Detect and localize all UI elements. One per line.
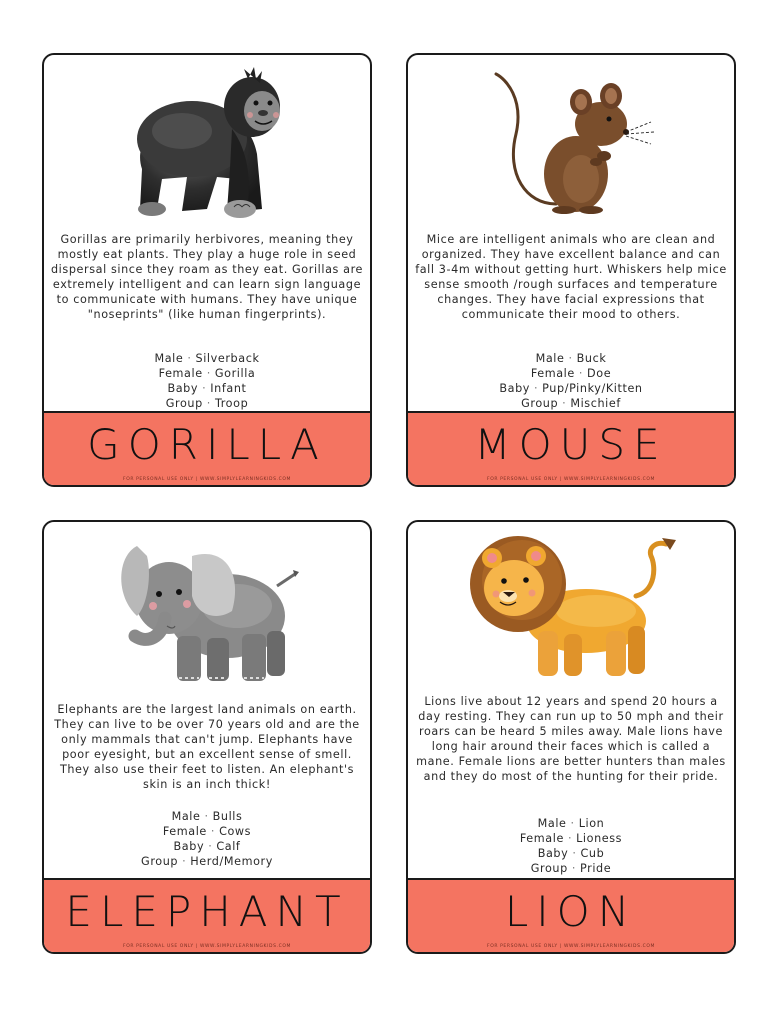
title-band: [44, 878, 370, 952]
terms-list: [44, 809, 370, 869]
term-female: Female · Gorilla: [158, 367, 256, 380]
animal-title: MOUSE: [474, 420, 668, 469]
animal-card-elephant: [42, 520, 372, 954]
term-baby: Baby · Calf: [173, 840, 241, 853]
fact-text: Elephants are the largest land animals on earth. They can live to be over 70 years old and are the only mammals that can't jump. Elephants have poor eyesight, but an excellent sense of smell. They also use their feet to listen. An elephant's skin is an inch thick!: [54, 703, 360, 791]
term-baby: Baby · Pup/Pinky/Kitten: [499, 382, 643, 395]
terms-list: [408, 351, 734, 411]
terms-list: [408, 816, 734, 876]
term-baby: Baby · Cub: [537, 847, 605, 860]
fact-text: Gorillas are primarily herbivores, meaning they mostly eat plants. They play a huge role in seed dispersal since they roam as they eat. Gorillas are extremely intelligent and can learn sign language to communicate with humans. They have unique "noseprints" (like human fingerprints).: [50, 233, 364, 321]
term-female: Female · Cows: [162, 825, 252, 838]
term-female: Female · Lioness: [519, 832, 623, 845]
animal-card-lion: [406, 520, 736, 954]
fact-text: Mice are intelligent animals who are clean and organized. They have excellent balance and can fall 3-4m without getting hurt. Whiskers help mice sense smooth /rough surfaces and temperature changes. They have facial expressions that communicate their mood to others.: [415, 233, 727, 321]
mouse-illustration: [408, 55, 734, 233]
term-group: Group · Herd/Memory: [141, 855, 273, 868]
term-baby: Baby · Infant: [167, 382, 247, 395]
term-female: Female · Doe: [530, 367, 612, 380]
terms-list: [44, 351, 370, 411]
term-male: Male · Silverback: [154, 352, 260, 365]
lion-illustration: [408, 522, 734, 690]
title-band: [44, 411, 370, 485]
term-group: Group · Troop: [165, 397, 249, 410]
animal-title: ELEPHANT: [65, 887, 349, 936]
term-male: Male · Bulls: [171, 810, 243, 823]
footer-credit: FOR PERSONAL USE ONLY | WWW.SIMPLYLEARNINGKIDS.COM: [123, 944, 291, 949]
fact-text: Lions live about 12 years and spend 20 hours a day resting. They can run up to 50 mph and their roars can be heard 5 miles away. Male lions have long hair around their faces which is called a mane. Female lions are better hunters than males and they do most of the hunting for their pride.: [416, 695, 726, 783]
animal-title: LION: [504, 887, 638, 936]
title-band: [408, 411, 734, 485]
footer-credit: FOR PERSONAL USE ONLY | WWW.SIMPLYLEARNINGKIDS.COM: [123, 477, 291, 482]
term-male: Male · Buck: [535, 352, 607, 365]
term-group: Group · Pride: [530, 862, 612, 875]
animal-card-mouse: [406, 53, 736, 487]
elephant-illustration: [44, 522, 370, 694]
animal-card-gorilla: [42, 53, 372, 487]
term-group: Group · Mischief: [521, 397, 621, 410]
gorilla-illustration: [44, 55, 370, 233]
footer-credit: FOR PERSONAL USE ONLY | WWW.SIMPLYLEARNINGKIDS.COM: [487, 944, 655, 949]
title-band: [408, 878, 734, 952]
term-male: Male · Lion: [537, 817, 605, 830]
footer-credit: FOR PERSONAL USE ONLY | WWW.SIMPLYLEARNINGKIDS.COM: [487, 477, 655, 482]
animal-title: GORILLA: [87, 420, 327, 469]
